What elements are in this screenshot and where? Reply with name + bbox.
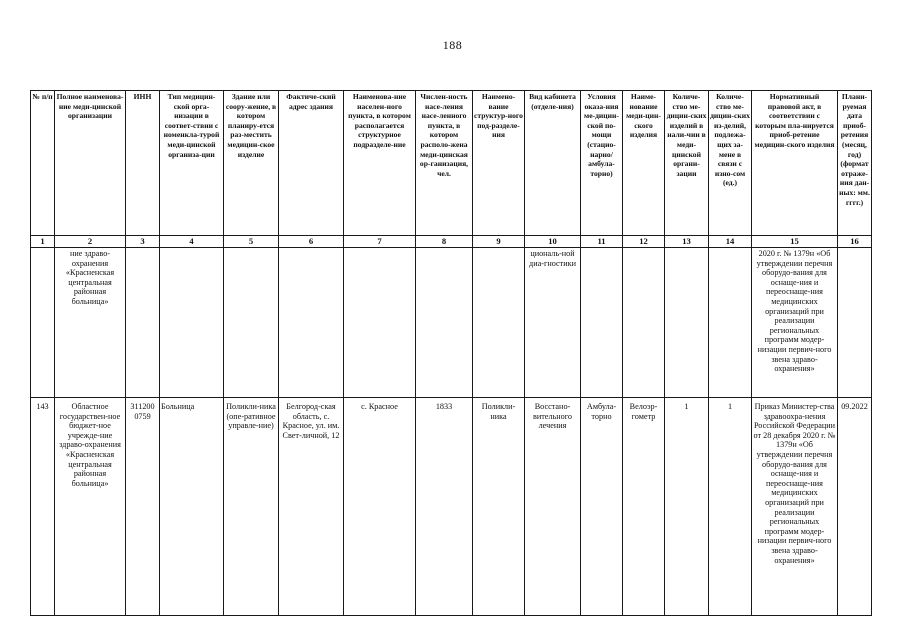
cell-inn	[126, 248, 160, 398]
cell-subdivision: Поликли-ника	[473, 398, 525, 616]
cell-device	[623, 248, 665, 398]
header-cell: № п/п	[31, 91, 55, 236]
header-cell: Вид кабинета (отделе-ния)	[525, 91, 581, 236]
header-cell: Плани-руемая дата приоб-ретения (месяц, год) (формат отраже-ния дан-ных: мм. гггг.)	[838, 91, 872, 236]
cell-number	[31, 248, 55, 398]
column-number: 14	[709, 236, 752, 248]
header-cell: Полное наименова-ние меди-цинской организации	[55, 91, 126, 236]
column-number: 10	[525, 236, 581, 248]
column-number: 13	[665, 236, 709, 248]
column-number: 9	[473, 236, 525, 248]
cell-inn: 311200 0759	[126, 398, 160, 616]
column-number: 11	[581, 236, 623, 248]
cell-address: Белгород-ская область, с. Красное, ул. им. Свет-личной, 12	[279, 398, 344, 616]
column-number: 2	[55, 236, 126, 248]
column-number: 8	[416, 236, 473, 248]
cell-address	[279, 248, 344, 398]
cell-building	[224, 248, 279, 398]
header-cell: Здание или соору-жение, в котором планиру-ется раз-местить медицин-ское изделие	[224, 91, 279, 236]
cell-legal-act: Приказ Министер-ства здравоохра-нения Российской Федерации от 28 декабря 2020 г. № 1379н «Об утверждении перечня оборудо-вания для оснаще-ния и переоснаще-ния медицинских организаций при реализации региональных программ модер-низации первич-ного звена здраво-охранения»	[752, 398, 838, 616]
column-number: 12	[623, 236, 665, 248]
cell-cabinet: Восстано-вительного лечения	[525, 398, 581, 616]
cell-locality: с. Красное	[344, 398, 416, 616]
column-number: 4	[160, 236, 224, 248]
header-cell: ИНН	[126, 91, 160, 236]
cell-org-type: Больница	[160, 398, 224, 616]
header-row	[31, 91, 872, 236]
cell-number: 143	[31, 398, 55, 616]
equipment-table	[30, 90, 872, 616]
cell-available	[665, 248, 709, 398]
cell-population: 1833	[416, 398, 473, 616]
column-number: 7	[344, 236, 416, 248]
cell-date	[838, 248, 872, 398]
header-cell: Фактиче-ский адрес здания	[279, 91, 344, 236]
header-cell: Количе-ство ме-дицин-ских из-делий, подлежа-щих за-мене в связи с изно-сом (ед.)	[709, 91, 752, 236]
header-cell: Количе-ство ме-дицин-ских изделий в нали-чии в меди-цинской органи-зации	[665, 91, 709, 236]
column-number: 16	[838, 236, 872, 248]
header-cell: Тип медицин-ской орга-низации в соответ-ствии с номенкла-турой меди-цинской организа-ции	[160, 91, 224, 236]
cell-date: 09.2022	[838, 398, 872, 616]
continuation-row	[31, 248, 872, 398]
cell-conditions	[581, 248, 623, 398]
cell-legal-act: 2020 г. № 1379н «Об утверждении перечня оборудо-вания для оснаще-ния и переоснаще-ния медицинских организаций при реализации региональных программ модер-низации первич-ного звена здраво-охранения»	[752, 248, 838, 398]
cell-subdivision	[473, 248, 525, 398]
table-row	[31, 398, 872, 616]
cell-building: Поликли-ника (опе-ративное управле-ние)	[224, 398, 279, 616]
cell-device: Велоэр-гометр	[623, 398, 665, 616]
header-cell: Числен-ность насе-ления насе-ленного пункта, в котором располо-жена меди-цинская ор-ганизация, чел.	[416, 91, 473, 236]
column-number: 5	[224, 236, 279, 248]
cell-locality	[344, 248, 416, 398]
header-cell: Наименова-ние населен-ного пункта, в котором располагается структурное подразделе-ние	[344, 91, 416, 236]
column-number: 3	[126, 236, 160, 248]
header-cell: Условия оказа-ния ме-дицин-ской по-мощи (стацио-нарно/ амбула-торно)	[581, 91, 623, 236]
header-cell: Нормативный правовой акт, в соответствии с которым пла-нируется приоб-ретение медицин-ского изделия	[752, 91, 838, 236]
header-cell: Наиме-нование меди-цин-ского изделия	[623, 91, 665, 236]
column-number: 6	[279, 236, 344, 248]
cell-available: 1	[665, 398, 709, 616]
page-number: 188	[442, 38, 463, 52]
header-cell: Наимено-вание структур-ного под-разделе-ния	[473, 91, 525, 236]
cell-organization: ние здраво-охранения «Красненская центральная районная больница»	[55, 248, 126, 398]
column-number: 15	[752, 236, 838, 248]
cell-conditions: Амбула-торно	[581, 398, 623, 616]
column-number-row	[31, 236, 872, 248]
cell-org-type	[160, 248, 224, 398]
cell-organization: Областное государствен-ное бюджет-ное учрежде-ние здраво-охранения «Красненская центральная районная больница»	[55, 398, 126, 616]
cell-cabinet: циональ-ной диа-гностики	[525, 248, 581, 398]
cell-replace	[709, 248, 752, 398]
column-number: 1	[31, 236, 55, 248]
cell-population	[416, 248, 473, 398]
cell-replace: 1	[709, 398, 752, 616]
